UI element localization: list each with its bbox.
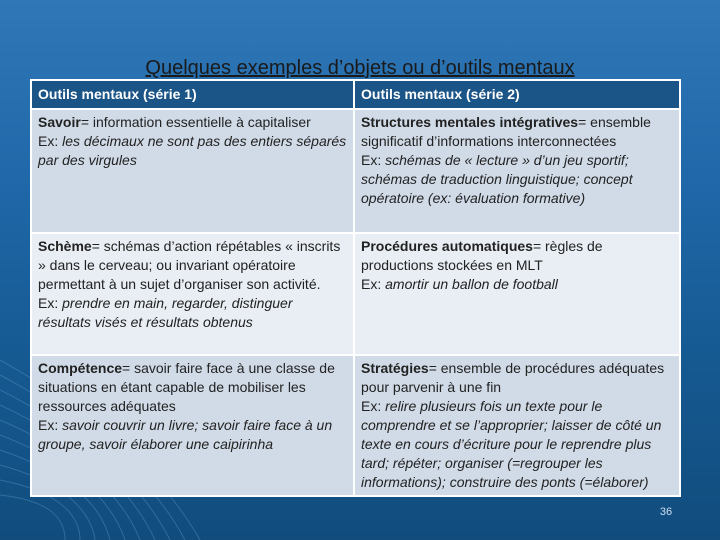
header-series-1: Outils mentaux (série 1) [31,80,354,109]
definition-text: = information essentielle à capitaliser [80,114,311,130]
term-label: Savoir [38,114,81,130]
cell-competence [31,355,354,496]
cell-structures-mentales [354,109,680,233]
tools-table [30,79,681,497]
definition-text: = règles de productions stockées en MLT [361,238,603,273]
term-label: Stratégies [361,360,429,376]
definition-text: = savoir faire face à une classe de situations en étant capable de mobiliser les ressources adéquates [38,360,335,414]
definition-text: = ensemble significatif d’informations interconnectées [361,114,651,149]
term-label: Structures mentales intégratives [361,114,579,130]
cell-procedures-automatiques [354,233,680,355]
term-label: Procédures automatiques [361,238,533,254]
example-label: Ex: [38,133,63,149]
term-label: Compétence [38,360,123,376]
example-label: Ex: [361,398,386,414]
example-text: schémas de « lecture » d’un jeu sportif; schémas de traduction linguistique; concept opératoire (ex: évaluation formative) [361,152,633,206]
table-row [31,355,680,496]
example-text: amortir un ballon de football [385,276,558,292]
example-label: Ex: [361,152,386,168]
example-label: Ex: [38,295,63,311]
table-row [31,109,680,233]
example-text: prendre en main, regarder, distinguer résultats visés et résultats obtenus [38,295,293,330]
cell-savoir [31,109,354,233]
slide-title: Quelques exemples d’objets ou d’outils mentaux [145,57,575,79]
table-header-row [31,80,680,109]
header-series-2: Outils mentaux (série 2) [354,80,680,109]
example-text: relire plusieurs fois un texte pour le comprendre et se l’approprier; laisser de côté un texte en cours d’écriture pour le reprendre plus tard; répéter; organiser (=regrouper les informations); construire des ponts (=élaborer) [361,398,662,490]
cell-scheme [31,233,354,355]
cell-strategies [354,355,680,496]
example-text: les décimaux ne sont pas des entiers séparés par des virgules [38,133,347,168]
definition-text: = ensemble de procédures adéquates pour parvenir à une fin [361,360,665,395]
example-label: Ex: [38,417,63,433]
table-row [31,233,680,355]
definition-text: = schémas d’action répétables « inscrits » dans le cerveau; ou invariant opératoire permettant à un sujet d’organiser son activité. [38,238,341,292]
example-label: Ex: [361,276,386,292]
term-label: Schème [38,238,92,254]
example-text: savoir couvrir un livre; savoir faire face à un groupe, savoir élaborer une caipirinha [38,417,333,452]
page-number: 36 [659,506,673,518]
